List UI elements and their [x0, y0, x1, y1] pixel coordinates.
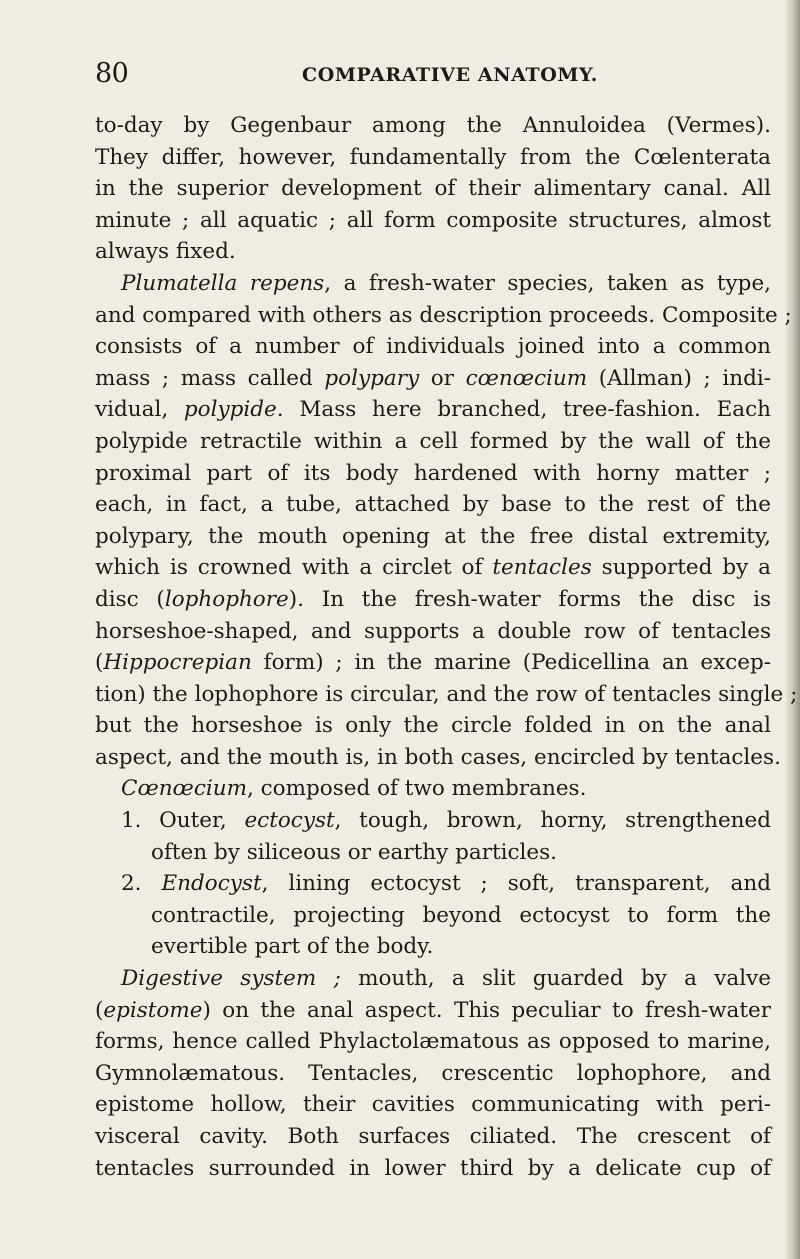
text-line: which is crowned with a circlet of tentacles supported by a [95, 555, 771, 581]
text-line: aspect, and the mouth is, in both cases, encircled by tentacles. [95, 744, 781, 770]
text-line: forms, hence called Phylactolæmatous as opposed to marine, [95, 1029, 771, 1055]
text-line: disc (lophophore). In the fresh-water forms the disc is [95, 586, 771, 612]
term: Endocyst [161, 871, 262, 897]
text-line: polypide retractile within a cell formed by the wall of the [95, 428, 771, 454]
text-line: proximal part of its body hardened with horny matter ; [95, 460, 771, 486]
body-text [95, 110, 798, 1184]
term: epistome [103, 997, 203, 1023]
text-line: mass ; mass called polypary or cœnœcium (Allman) ; indi- [95, 365, 772, 391]
text-line: Cœnœcium, composed of two membranes. [121, 776, 587, 802]
term: Digestive system ; [121, 966, 341, 992]
term: tentacles [492, 555, 592, 581]
term: polypide [183, 397, 277, 423]
term: ectocyst [244, 808, 335, 834]
running-head: COMPARATIVE ANATOMY. [302, 64, 598, 86]
term: Cœnœcium [121, 776, 247, 802]
text-line: (epistome) on the anal aspect. This peculiar to fresh-water [95, 997, 771, 1023]
text-line: vidual, polypide. Mass here branched, tree-fashion. Each [95, 397, 771, 423]
text-line: and compared with others as description proceeds. Composite ; [95, 302, 792, 328]
text-line: horseshoe-shaped, and supports a double row of tentacles [95, 618, 771, 644]
text-line: visceral cavity. Both surfaces ciliated. The crescent of [95, 1124, 771, 1149]
text-line: Digestive system ; mouth, a slit guarded by a valve [121, 966, 771, 992]
text-line: tion) the lophophore is circular, and the row of tentacles single ; [95, 681, 798, 707]
text-line: minute ; all aquatic ; all form composite structures, almost [95, 207, 771, 233]
term: Hippocrepian [103, 650, 252, 676]
text-line: epistome hollow, their cavities communicating with peri- [95, 1092, 771, 1118]
term: cœnœcium [465, 365, 588, 391]
text-line: each, in fact, a tube, attached by base to the rest of the [95, 492, 771, 518]
term: lophophore [164, 586, 289, 612]
text-line: to-day by Gegenbaur among the Annuloidea (Vermes). [95, 113, 771, 138]
page-header [95, 58, 775, 92]
text-line: They differ, however, fundamentally from the Cœlenterata [95, 144, 771, 170]
text-line: evertible part of the body. [151, 934, 434, 960]
page-number: 80 [95, 58, 129, 89]
text-line: tentacles surrounded in lower third by a delicate cup of [95, 1155, 771, 1181]
text-line: polypary, the mouth opening at the free distal extremity, [95, 523, 771, 549]
text-line: consists of a number of individuals joined into a common [95, 334, 771, 360]
text-line: often by siliceous or earthy particles. [151, 839, 558, 865]
text-line: Plumatella repens, a fresh-water species, taken as type, [121, 270, 771, 296]
page-edge-shadow [786, 0, 800, 1259]
text-line: (Hippocrepian form) ; in the marine (Pedicellina an excep- [95, 650, 771, 676]
text-line: always fixed. [95, 239, 236, 265]
text-line: but the horseshoe is only the circle folded in on the anal [95, 713, 771, 739]
list-item: 1. Outer, ectocyst, tough, brown, horny, strengthened [121, 808, 771, 834]
taxon-name: Plumatella repens [121, 270, 325, 296]
term: polypary [324, 365, 420, 391]
list-item: 2. Endocyst, lining ectocyst ; soft, transparent, and [121, 871, 771, 897]
text-line: contractile, projecting beyond ectocyst to form the [151, 902, 771, 928]
text-line: Gymnolæmatous. Tentacles, crescentic lophophore, and [95, 1060, 771, 1086]
text-line: in the superior development of their alimentary canal. All [95, 176, 771, 202]
